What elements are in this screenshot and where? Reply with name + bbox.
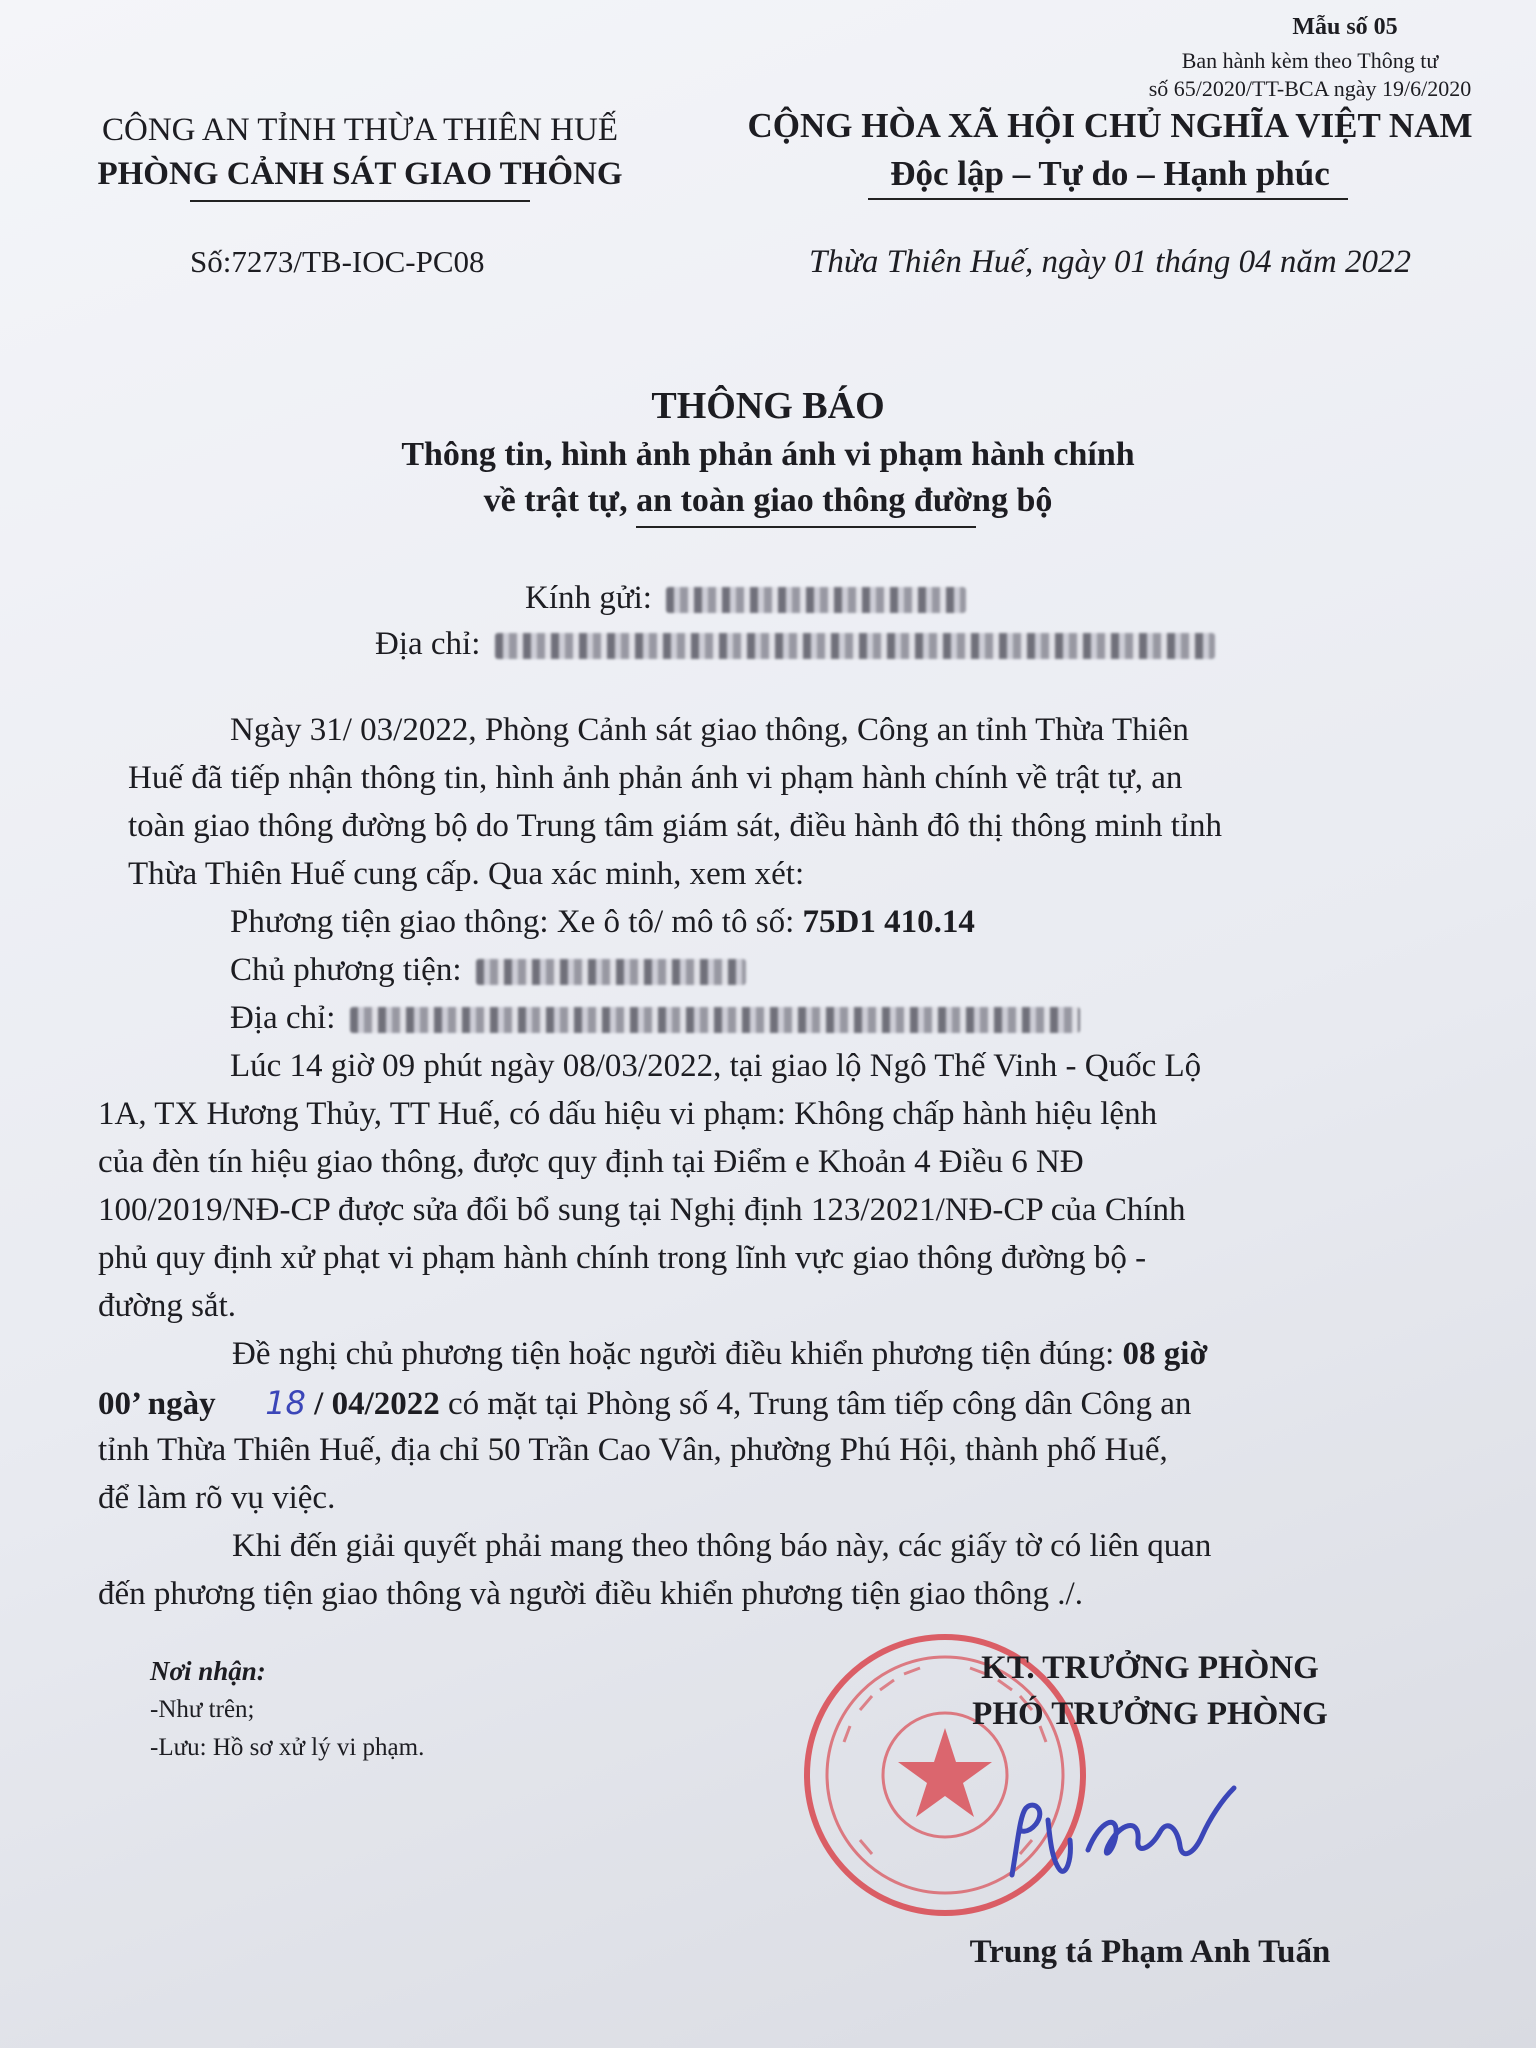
department-underline (190, 200, 530, 202)
owner-address-line (230, 1000, 1080, 1037)
appointment-date: / 04/2022 (314, 1386, 440, 1422)
redacted-owner-address (350, 1007, 1080, 1033)
recipients-label: Nơi nhận: (150, 1656, 266, 1686)
body-p3-text: Đề nghị chủ phương tiện hoặc người điều khiển phương tiện đúng: (232, 1336, 1123, 1372)
body-p2-line4: 100/2019/NĐ-CP được sửa đổi bổ sung tại Nghị định 123/2021/NĐ-CP của Chính (98, 1192, 1186, 1228)
document-subtitle-line1: Thông tin, hình ảnh phản ánh vi phạm hành chính (401, 436, 1135, 473)
body-p1-line4: Thừa Thiên Huế cung cấp. Qua xác minh, xem xét: (128, 856, 805, 892)
owner-label: Chủ phương tiện: (230, 952, 462, 988)
body-p2-line2: 1A, TX Hương Thủy, TT Huế, có dấu hiệu vi phạm: Không chấp hành hiệu lệnh (98, 1096, 1158, 1132)
body-p1-line3: toàn giao thông đường bộ do Trung tâm giám sát, điều hành đô thị thông minh tỉnh (128, 808, 1223, 844)
vehicle-plate: 75D1 410.14 (802, 904, 975, 940)
body-p1-line2: Huế đã tiếp nhận thông tin, hình ảnh phản ánh vi phạm hành chính về trật tự, an (128, 760, 1183, 796)
owner-address-label: Địa chỉ: (230, 1000, 336, 1036)
handwritten-day: 18 (265, 1384, 306, 1422)
body-p4-line1: Khi đến giải quyết phải mang theo thông báo này, các giấy tờ có liên quan (232, 1528, 1212, 1564)
appointment-time: 08 giờ (1122, 1336, 1208, 1372)
recipient-line (525, 580, 966, 617)
recipient-address-line (375, 626, 1215, 663)
recipient-label: Kính gửi: (525, 580, 652, 616)
form-number: Mẫu số 05 (1292, 14, 1398, 40)
body-p3-line4: để làm rõ vụ việc. (98, 1480, 336, 1516)
signer-title-line1: KT. TRƯỞNG PHÒNG (981, 1650, 1319, 1686)
body-p1-line1: Ngày 31/ 03/2022, Phòng Cảnh sát giao thông, Công an tỉnh Thừa Thiên (230, 712, 1189, 748)
national-motto: Độc lập – Tự do – Hạnh phúc (890, 154, 1330, 193)
place-and-date: Thừa Thiên Huế, ngày 01 tháng 04 năm 2022 (809, 244, 1411, 280)
body-p2-line5: phủ quy định xử phạt vi phạm hành chính trong lĩnh vực giao thông đường bộ - (98, 1240, 1147, 1276)
form-issued-line: Ban hành kèm theo Thông tư (1181, 48, 1439, 73)
owner-line (230, 952, 746, 989)
signer-title-line2: PHÓ TRƯỞNG PHÒNG (972, 1696, 1328, 1732)
vehicle-line (230, 904, 975, 941)
vehicle-label: Phương tiện giao thông: Xe ô tô/ mô tô số: (230, 904, 803, 940)
body-p4-line2: đến phương tiện giao thông và người điều khiển phương tiện giao thông ./. (98, 1576, 1083, 1612)
document-subtitle-line2: về trật tự, an toàn giao thông đường bộ (483, 482, 1053, 519)
form-issued-reference: số 65/2020/TT-BCA ngày 19/6/2020 (1148, 76, 1472, 101)
agency-name: CÔNG AN TỈNH THỪA THIÊN HUẾ (101, 112, 618, 148)
subtitle-underline (636, 526, 976, 528)
body-p2-line1: Lúc 14 giờ 09 phút ngày 08/03/2022, tại giao lộ Ngô Thế Vinh - Quốc Lộ (230, 1048, 1202, 1084)
document-title: THÔNG BÁO (651, 385, 885, 427)
recipients-item: -Như trên; (150, 1696, 255, 1723)
body-p3-line1 (232, 1336, 1208, 1373)
redacted-recipient-address (495, 633, 1215, 659)
recipients-item: -Lưu: Hồ sơ xử lý vi phạm. (150, 1734, 425, 1761)
nation-heading: CỘNG HÒA XÃ HỘI CHỦ NGHĨA VIỆT NAM (747, 106, 1473, 145)
signer-name: Trung tá Phạm Anh Tuấn (969, 1934, 1331, 1970)
recipient-address-label: Địa chỉ: (375, 626, 481, 662)
body-p3-line3: tỉnh Thừa Thiên Huế, địa chỉ 50 Trần Cao Vân, phường Phú Hội, thành phố Huế, (98, 1432, 1168, 1468)
appointment-place: có mặt tại Phòng số 4, Trung tâm tiếp công dân Công an (439, 1386, 1192, 1422)
appointment-time-minutes: 00’ ngày (98, 1386, 216, 1422)
motto-underline (868, 198, 1348, 200)
redacted-owner-name (476, 959, 746, 985)
document-number: Số:7273/TB-IOC-PC08 (190, 244, 485, 279)
body-p2-line6: đường sắt. (98, 1288, 236, 1324)
redacted-recipient-name (666, 587, 966, 613)
body-p3-line2 (98, 1384, 1191, 1423)
department-name: PHÒNG CẢNH SÁT GIAO THÔNG (97, 156, 623, 192)
body-p2-line3: của đèn tín hiệu giao thông, được quy định tại Điểm e Khoản 4 Điều 6 NĐ (98, 1144, 1084, 1180)
handwritten-signature (990, 1780, 1290, 1900)
